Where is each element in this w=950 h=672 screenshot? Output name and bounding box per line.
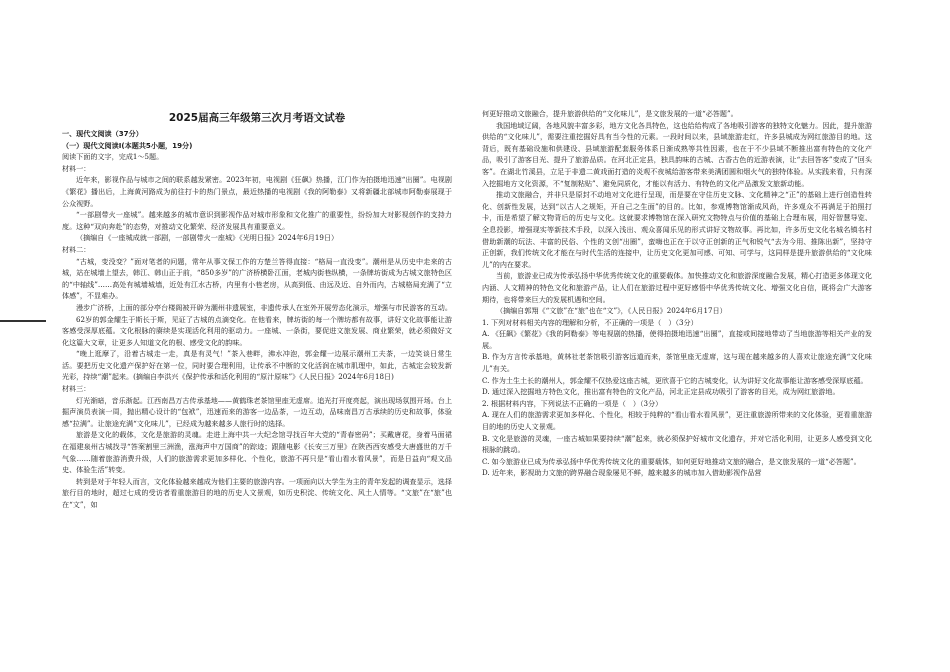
left-paragraph: “古城，变没变？”面对笔者的问题，常年从事文保工作的方楚兰答得直接：“格局一直没变”。潮州是从历史中走来的古城，站在城墙上望去，韩江、韩山正于前，“850多岁”的广济桥横卧江面，老城内街巷纵横，一条牌坊街成为古城文旅特色区的“中轴线”……高处有城墙城墙，近处有江水古桥，内里有小巷老房，从高到低、由远及近、自外而内，古城格局充满了“立体感”，不显难办。 [62, 256, 452, 301]
left-column [62, 112, 452, 511]
left-paragraph: 近年来，影视作品与城市之间的联系越发紧密。2023年初，电视剧《狂飙》热播，江门作为拍摄地迅速“出圈”。电视剧《繁花》播出后，上海黄河路成为前往打卡的热门景点，最近热播的电视剧《我的阿勒泰》又将新疆北部城市阿勒泰展现于公众视野。 [62, 175, 452, 208]
left-paragraph: 一、现代文阅读（37分） [62, 129, 143, 138]
left-paragraph: 漫步广济桥，上面的部分亭台楼阁被开辟为潮州非遗展室，非遗传承人在室外开展劳态化演示，增强与市民游客的互动。 [76, 302, 452, 312]
right-paragraph: 推动文旅融合，并非只是原封不动地对文化进行呈现，而是要在守住历史文脉、文化精神之“正”的基础上进行创造性转化、创新性发展，达到“以古人之规矩，开自己之生面”的目的。比如，参观博物馆渐成风尚，许多观众不再满足于拍照打卡，而是希望了解文物背后的历史与文化。这就要求博物馆在深入研究文物特点与价值的基础上合理布展，用好智慧导览、全息投影，增强现实等新技术手段，以深入浅出、观众喜闻乐见的形式讲好文物故事。再比如，许多历史文化名城名镇名村借助新潮的玩法、丰富的民俗、个性的文创“出圈”，蛮嗨也正在于以守正创新的正气和锐气“去为今用、推陈出新”，坚持守正创新，我们传统文化才能在与时代生活的连接中，让历史文化更加可感、可知、可学与，这同样是提升旅游供给的“文化味儿”的内在要求。 [482, 190, 872, 269]
left-paragraph: （摘编自《一座城成就一部剧，一部剧带火一座城》《光明日报》2024年6月19日） [76, 233, 339, 243]
left-paragraph: 材料三： [62, 384, 91, 394]
right-paragraph: A. 现在人们的旅游需求更加多样化、个性化，相较于纯粹的“看山看水看风景”，更注重旅游所带来的文化体验，更看重旅游目的地的历史人文景观。 [482, 410, 872, 432]
left-paragraph: “晚上逛摩了，沿着古城走一走，真是有灵气！”茶入巷畔，沸水冲泡，郭金耀一边展示潮州工夫茶，一边笑谈日常生活。要把历史文化遗产保护好在第一位，同时要合理利用，让传承不中断的文化活润在城市肌理中，如此，古城定会较发新光彩，持续“潮”起来。(摘编自李洪兴《保护传承和活化利用的“原汁原味”》《人民日报》2024年6月18日) [62, 349, 452, 382]
right-column-text [482, 108, 872, 479]
left-paragraph: 材料二： [62, 244, 91, 254]
left-paragraph: 材料一： [62, 163, 91, 173]
right-column [482, 108, 872, 479]
right-paragraph: B. 文化是旅游的灵魂，一座古城如果要持续“潮”起来，就必须保护好城市文化遗存，并对它活化利用，让更多人感受到文化根脉的跳动。 [482, 433, 872, 455]
right-paragraph: 1. 下列对材料相关内容的理解和分析，不正确的一项是（ ）（3分） [482, 317, 698, 327]
right-paragraph: C. 作为土生土长的潮州人，郭金耀不仅热爱这座古城，更欣喜于它的古城变化，认为讲好文化故事能让游客感受深厚底蕴。 [482, 375, 868, 385]
right-paragraph: A. 《狂飙》《繁花》《我的阿勒泰》等电视剧的热播，使得拍摄地迅速“出圈”，直接或间接地带动了当地旅游等相关产业的发展。 [482, 329, 872, 350]
right-paragraph: 何更好推动文旅融合，提升旅游供给的“文化味儿”，是文旅发展的一道“必答题”。 [482, 109, 738, 118]
margin-dash [0, 320, 46, 322]
right-paragraph: 当前，旅游业已成为传承弘扬中华优秀传统文化的重要载体。加快推动文化和旅游深度融合发展，精心打造更多体现文化内涵、人文精神的特色文化和旅游产品，让人们在旅游过程中更好感悟中华优秀传统文化、增强文化自信，既将会广大游客期待，也将带来巨大的发展机遇和空间。 [482, 271, 872, 304]
right-paragraph: D. 近年来，影视助力文旅的跨界融合现象屡见不鲜，越来越多的城市加入借助影视作品营 [482, 468, 762, 478]
right-paragraph: 2. 根据材料内容，下列说法不正确的一项是（ ）（3分） [482, 398, 663, 408]
left-paragraph: “一部剧带火一座城”。越来越多的城市意识到影视作品对城市形象和文化推广的重要性，纷纷加大对影视创作的支持力度。这种“双向奔赴”的态势，对推动文化繁荣、经济发展具有重要意义。 [62, 210, 452, 231]
right-paragraph: 我国地域辽阔，各地风貌丰富多彩，地方文化各具特色，这也给给构成了各地吸引游客的独特文化魅力。因此，提升旅游供给的“文化味儿”，需要注重挖掘好具有当今性的元素。一段时间以来，县域旅游走红，许多县城成为网红旅游目的地。这背后，既有基础设施和供建设、县域旅游配套服务体系日渐成熟等共性因素，也在于不少县域不断推出富有特色的文化产品，吸引了游客目光、提升了旅游品质。在河北正定县，独具韵味的古城、古香古色的近游表演，让“去回答客”变成了“回头客”。在湖北竹溪县，立足于非遗二黄戏面打造的炎观不夜城给游客带来美满团圆和烟火气的独特体验。从实践来看，只有深入挖掘地方文化资源，不“复制粘贴”、避免同质化，才能以有活力、有特色的文化产品激发文旅新动能。 [482, 120, 872, 188]
right-paragraph: （摘编自郭翔《“文旅”在“旅”也在“文”》，《人民日报》2024年6月17日） [496, 306, 727, 316]
left-paragraph: 灯光渐暗，音乐渐起。江西南昌万古传承基地——黄鹤珠老茶馆里座无虚席。追光打开度亮起，演出现场氛围开场。台上掘声演员表演一周，抛出精心设计的“包袱”，迅速而来的游客一边品茶，一边互动，品味南昌万古承续的历史和故事，体验感“拉满”。让旅途充满“文化味儿”，已经成为越来越多人旅行时的选择。 [62, 395, 452, 428]
right-paragraph: D. 通过深入挖掘地方特色文化，推出富有特色的文化产品，河北正定县成功吸引了游客的目光，成为网红旅游地。 [482, 387, 840, 397]
left-paragraph: 阅读下面的文字，完成1～5题。 [62, 152, 164, 162]
left-paragraph: 旅游是文化的载体，文化是旅游的灵魂。走进上海中共一大纪念馆寻找百年大党的“青春密码”；买戴唐花，身着马面裙在福建泉州古城找寻“答案割里三洲渔，涨海声中万国商”的踪迹；跟随电影《长安三万里》在陕西西安感受大唐盛世的万千气象……随着旅游消费升级，人们的旅游需求更加多样化、个性化，旅游不再只是“看山看水看风景”，而是日益向“观文品史、体验生活”转变。 [62, 430, 452, 475]
left-column-text [62, 128, 452, 511]
left-paragraph: 62岁的郭金耀生于斯长于斯，见证了古城的点滴变化。在他看来，牌坊街的每一个牌坊都有故事，讲好文化故事能让游客感受深厚底蕴。文化根脉的赓续是实现活化利用的驱动力。一座城、一条街，要促进文旅发展、商业繁荣，就必须做好文化这篇大文章，让更多人知道文化的根、感受文化的韵味。 [62, 314, 452, 347]
right-paragraph: B. 作为方言传承基地，黄林社老茶馆吸引游客远道而来，茶馆里座无虚席，这与现在越来越多的人喜欢让旅途充满“文化味儿”有关。 [482, 352, 872, 374]
exam-title: 2025届高三年级第三次月考语文试卷 [168, 112, 346, 124]
left-paragraph: 转到是对于年轻人而言，文化体验越来越成为他们主要的旅游内容。一项面向以大学生为主的青年发起的调查显示，选择旅行目的地时，超过七成的受访者看重旅游目的地的历史人文景观，如历史积淀、传统文化、风土人情等。“文旅”在“旅”也在“文”，如 [62, 476, 452, 509]
right-paragraph: C. 如今旅游业已成为传承弘扬中华优秀传统文化的重要载体，如何更好地推动文旅的融合，是文旅发展的一道“必答题”。 [482, 456, 861, 466]
left-paragraph: （一）现代文阅读Ⅰ(本题共5小题，19分) [62, 140, 193, 150]
